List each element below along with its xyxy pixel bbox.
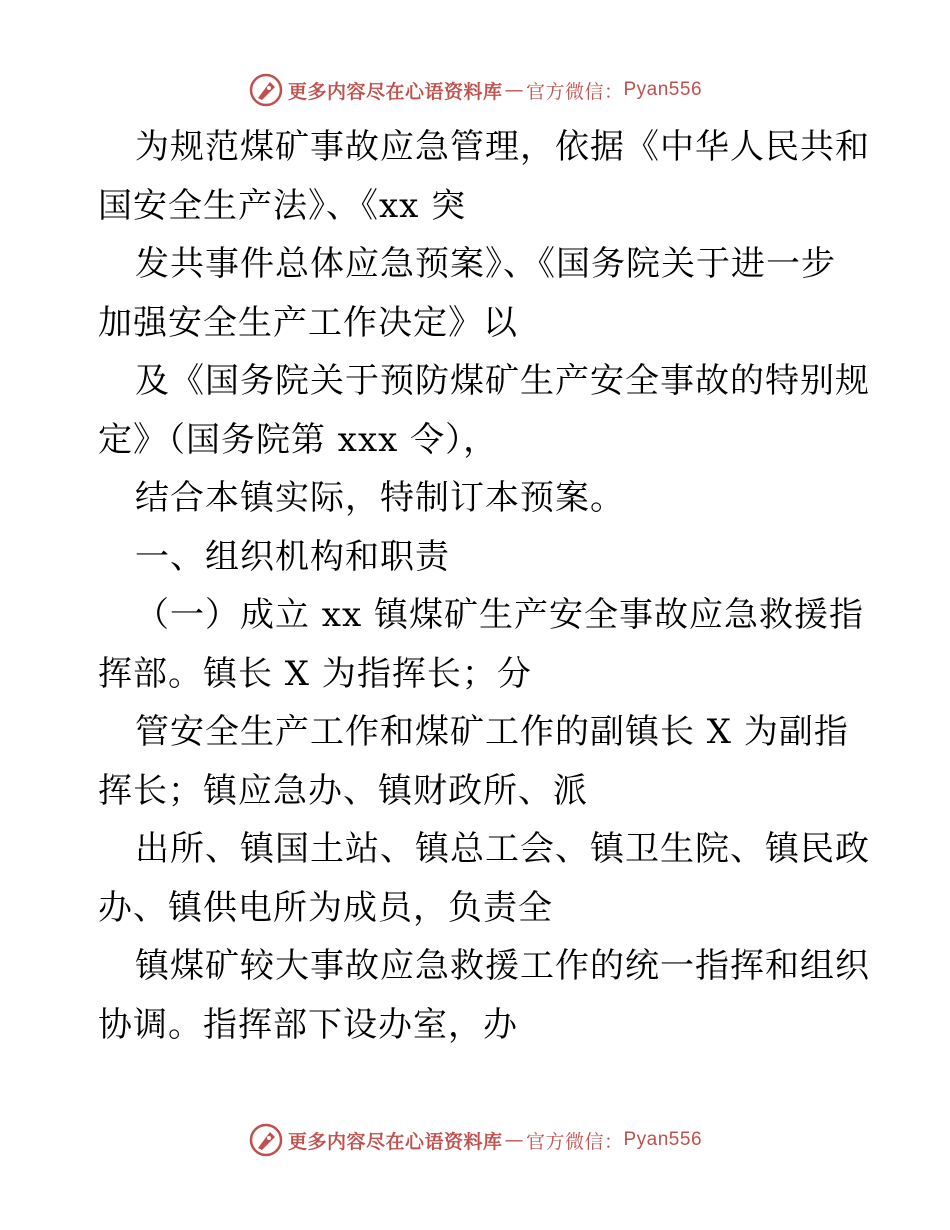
watermark-brand: 更多内容尽在心语资料库: [287, 80, 503, 103]
document-body: [98, 118, 870, 1054]
body-line: 管安全生产工作和煤矿工作的副镇长 X 为副指: [135, 712, 849, 752]
watermark-separator: —: [504, 1129, 524, 1151]
body-line: 协调。指挥部下设办室，办: [98, 1004, 518, 1045]
body-line: 结合本镇实际，特制订本预案。: [135, 478, 625, 518]
watermark-brand: 更多内容尽在心语资料库: [287, 1130, 503, 1153]
body-line: 及《国务院关于预防煤矿生产安全事故的特别规: [135, 361, 870, 401]
watermark-wechat-id: Pyan556: [623, 1129, 703, 1150]
body-line: 为规范煤矿事故应急管理，依据《中华人民共和: [135, 127, 870, 167]
section-heading: 一、组织机构和职责: [135, 536, 450, 577]
body-line: 发共事件总体应急预案》、《国务院关于进一步: [135, 244, 836, 284]
body-line: （一）成立 xx 镇煤矿生产安全事故应急救援指: [135, 595, 864, 635]
body-line: 挥长；镇应急办、镇财政所、派: [98, 770, 588, 811]
watermark-label: 官方微信：: [525, 80, 624, 103]
body-line: 镇煤矿较大事故应急救援工作的统一指挥和组织: [135, 946, 870, 986]
body-line: 加强安全生产工作决定》以: [98, 302, 518, 343]
pen-nib-icon: [248, 72, 284, 108]
watermark-label: 官方微信：: [525, 1130, 624, 1153]
body-line: 办、镇供电所为成员，负责全: [98, 887, 553, 928]
pen-nib-icon: [248, 1122, 284, 1158]
footer-watermark: [0, 1118, 950, 1162]
watermark-wechat-id: Pyan556: [623, 79, 703, 100]
watermark-separator: —: [504, 79, 524, 101]
body-line: 出所、镇国土站、镇总工会、镇卫生院、镇民政: [135, 829, 870, 869]
body-line: 定》（国务院第 xxx 令），: [98, 419, 499, 460]
body-line: 国安全生产法》、《xx 突: [98, 185, 467, 226]
body-line: 挥部。镇长 X 为指挥长；分: [98, 653, 532, 694]
header-watermark: [0, 68, 950, 112]
